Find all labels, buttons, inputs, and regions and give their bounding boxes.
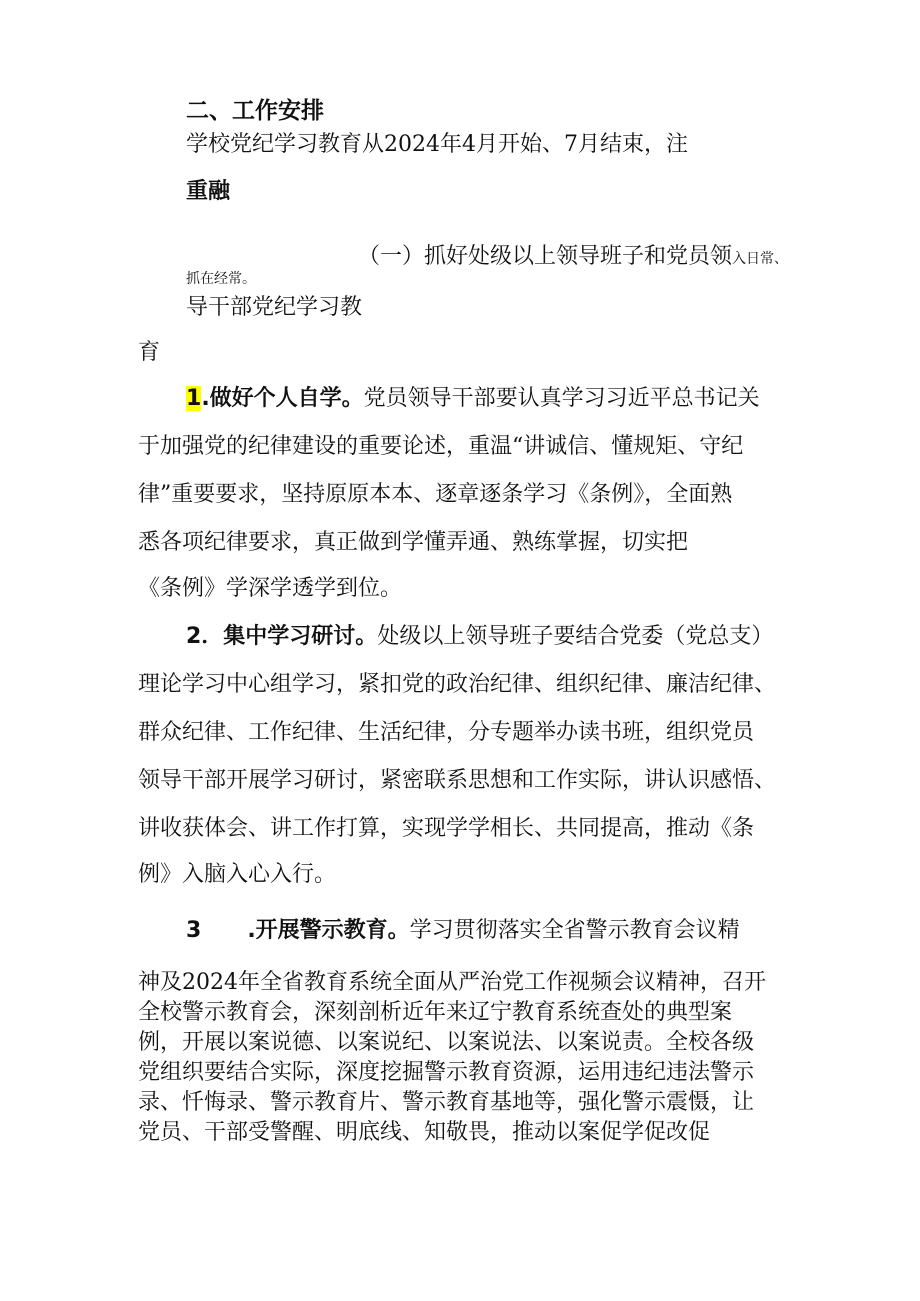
item3-line-4: 党组织要结合实际，深度挖掘警示教育资源，运用违纪违法警示 xyxy=(138,1060,755,1085)
item3-first-line xyxy=(186,916,740,946)
item1-first-line xyxy=(186,384,760,414)
item2-line-5: 例》入脑入心入行。 xyxy=(138,862,337,887)
sub-heading-3: 育 xyxy=(138,340,161,365)
item3-line-0: 学习贯彻落实全省警示教育会议精 xyxy=(409,918,740,943)
item1-line-3: 悉各项纪律要求，真正做到学懂弄通、熟练掌握，切实把 xyxy=(138,530,689,555)
sub-heading-2: 导干部党纪学习教 xyxy=(186,295,363,320)
item1-line-2: 律”重要要求，坚持原原本本、逐章逐条学习《条例》，全面熟 xyxy=(138,482,733,507)
sub-heading-small-1: 入日常、 xyxy=(732,251,789,267)
item2-line-4: 讲收获体会、讲工作打算，实现学学相长、共同提高，推动《条 xyxy=(138,816,755,841)
intro-line-2: 重融 xyxy=(186,179,231,204)
item2-line-1: 理论学习中心组学习，紧扣党的政治纪律、组织纪律、廉洁纪律、 xyxy=(138,672,777,697)
sub-heading-1 xyxy=(358,242,788,272)
item3-line-2: 全校警示教育会，深刻剖析近年来辽宁教育系统查处的典型案 xyxy=(138,1000,733,1025)
item3-title: .开展警示教育。 xyxy=(247,918,410,943)
item1-line-4: 《条例》学深学透学到位。 xyxy=(138,576,403,601)
item1-line-1: 于加强党的纪律建设的重要论述，重温“讲诚信、懂规矩、守纪 xyxy=(138,434,744,459)
section-heading: 二、工作安排 xyxy=(186,98,324,124)
intro-line-1: 学校党纪学习教育从2024年4月开始、7月结束，注 xyxy=(186,132,688,157)
item2-line-3: 领导干部开展学习研讨，紧密联系思想和工作实际，讲认识感悟、 xyxy=(138,768,777,793)
sub-heading-text: （一）抓好处级以上领导班子和党员领 xyxy=(358,244,733,269)
item3-line-5: 录、忏悔录、警示教育片、警示教育基地等，强化警示震慑，让 xyxy=(138,1090,755,1115)
item2-first-line xyxy=(186,622,773,652)
item3-line-1: 神及2024年全省教育系统全面从严治党工作视频会议精神，召开 xyxy=(138,970,766,995)
item1-line-0: 党员领导干部要认真学习习近平总书记关 xyxy=(363,386,760,411)
item1-title: .做好个人自学。 xyxy=(201,386,364,411)
item2-line-2: 群众纪律、工作纪律、生活纪律，分专题举办读书班，组织党员 xyxy=(138,720,755,745)
item2-title: 2．集中学习研讨。 xyxy=(186,624,378,649)
item2-line-0: 处级以上领导班子要结合党委（党总支） xyxy=(377,624,774,649)
item3-number: 3 xyxy=(186,918,202,943)
item3-line-6: 党员、干部受警醒、明底线、知敬畏，推动以案促学促改促 xyxy=(138,1120,711,1145)
sub-heading-small-2: 抓在经常。 xyxy=(186,271,256,287)
item3-line-3: 例，开展以案说德、以案说纪、以案说法、以案说责。全校各级 xyxy=(138,1030,755,1055)
item1-number: 1 xyxy=(186,386,202,411)
